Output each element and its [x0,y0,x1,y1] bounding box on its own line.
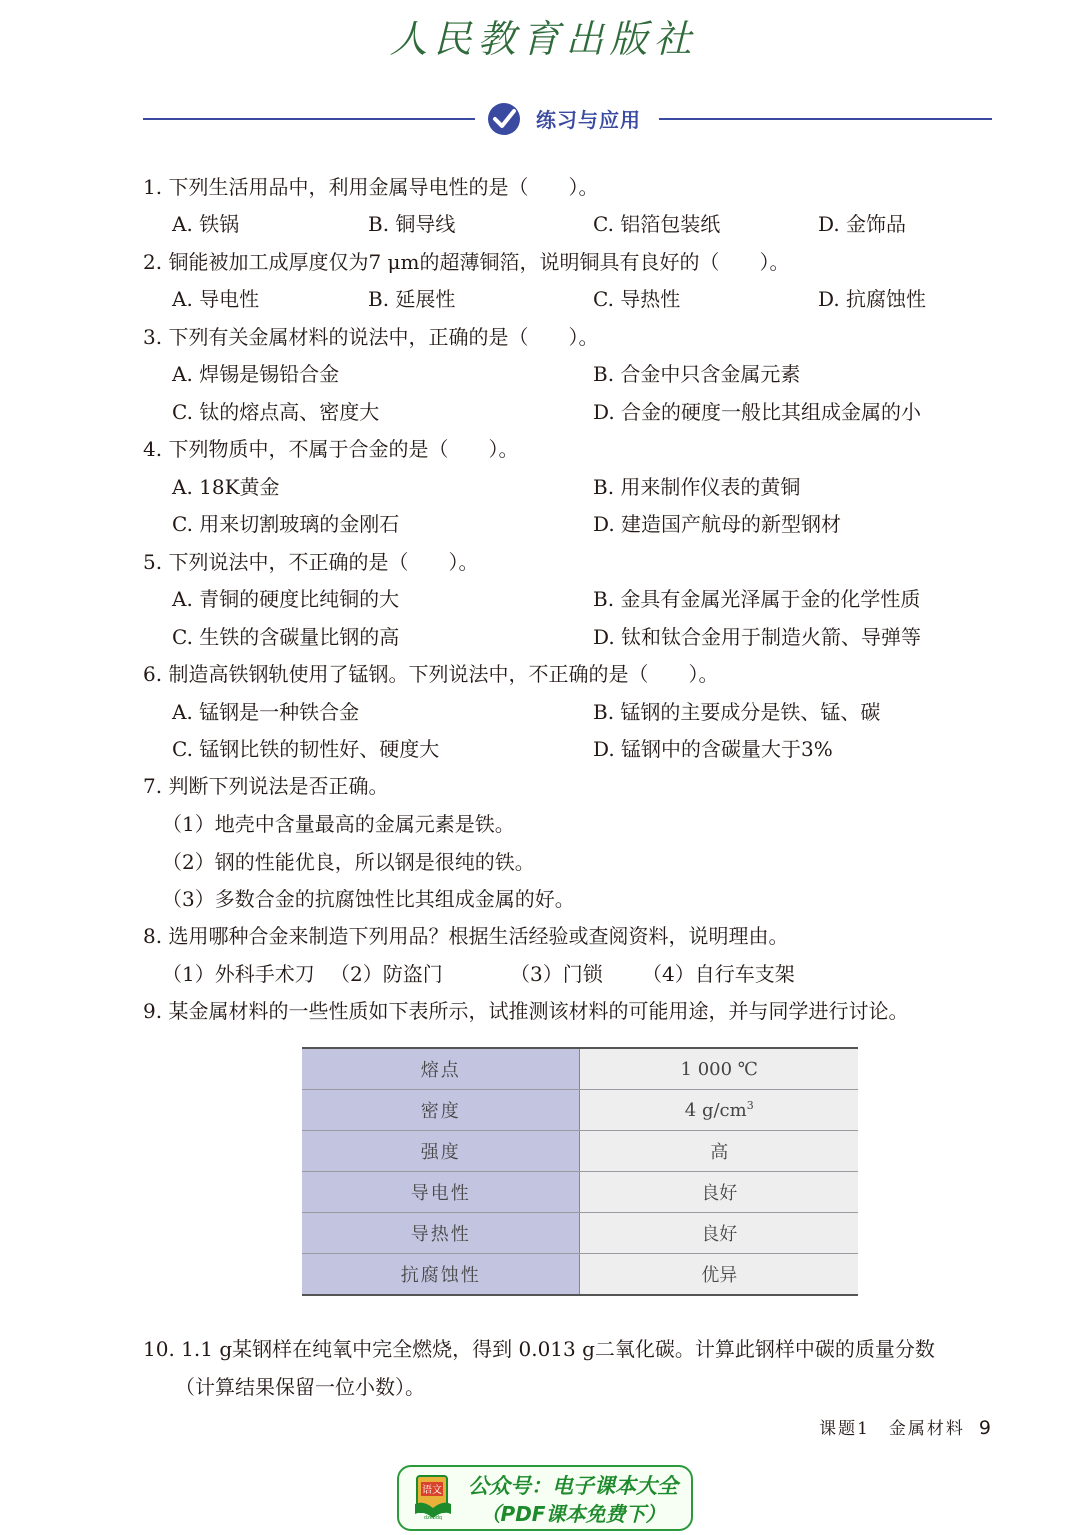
q8-sub-2: （2）防盗门 [330,962,443,986]
property-value: 良好 [580,1213,858,1254]
q5-option-b: B. 金具有金属光泽属于金的化学性质 [593,587,921,611]
property-value: 高 [580,1131,858,1172]
q4-option-a: A. 18K黄金 [172,475,280,499]
q3-option-b: B. 合金中只含金属元素 [593,362,801,386]
property-name: 强度 [302,1131,580,1172]
q6-option-d: D. 锰钢中的含碳量大于3% [593,737,833,761]
question-9: 9. 某金属材料的一些性质如下表所示，试推测该材料的可能用途，并与同学进行讨论。 [143,999,909,1023]
q1-option-d: D. 金饰品 [818,212,907,236]
q8-sub-1: （1）外科手术刀 [162,962,315,986]
property-name: 熔点 [302,1048,580,1090]
q3-option-c: C. 钛的熔点高、密度大 [172,400,380,424]
property-value: 1 000 ℃ [580,1048,858,1090]
q8-sub-3: （3）门锁 [510,962,603,986]
page-number: 9 [978,1417,991,1439]
book-icon [413,1474,453,1520]
question-10: 10. 1.1 g某钢样在纯氧中完全燃烧，得到 0.013 g二氧化碳。计算此钢样中碳的质量分数 [143,1337,935,1361]
q2-option-a: A. 导电性 [172,287,260,311]
question-6: 6. 制造高铁钢轨使用了锰钢。下列说法中，不正确的是（ ）。 [143,662,719,686]
header-rule-right [659,118,992,120]
question-3: 3. 下列有关金属材料的说法中，正确的是（ ）。 [143,325,599,349]
question-4: 4. 下列物质中，不属于合金的是（ ）。 [143,437,519,461]
property-name: 密度 [302,1090,580,1131]
q8-sub-4: （4）自行车支架 [642,962,795,986]
lesson-title: 课题1 金属材料 [819,1419,965,1439]
q6-option-b: B. 锰钢的主要成分是铁、锰、碳 [593,700,881,724]
header-rule-left [143,118,475,120]
q5-option-c: C. 生铁的含碳量比钢的高 [172,625,400,649]
property-name: 抗腐蚀性 [302,1254,580,1296]
table-row [302,1254,858,1296]
table-row [302,1172,858,1213]
book-icon-label: 语文 [422,1485,442,1496]
book-icon-sublabel: dzkbdq [423,1515,443,1520]
property-value: 优异 [580,1254,858,1296]
question-10-cont: （计算结果保留一位小数）。 [175,1375,425,1399]
table-row [302,1213,858,1254]
q3-option-a: A. 焊锡是锡铅合金 [172,362,340,386]
q7-sub-3: （3）多数合金的抗腐蚀性比其组成金属的好。 [162,887,575,911]
property-value: 良好 [580,1172,858,1213]
banner-line-1: 公众号：电子课本大全 [468,1474,678,1498]
density-value: 4 g/cm [684,1100,747,1121]
q5-option-a: A. 青铜的硬度比纯铜的大 [172,587,400,611]
wechat-banner[interactable] [397,1465,693,1531]
q2-option-c: C. 导热性 [593,287,681,311]
table-row [302,1131,858,1172]
page-footer [819,1414,991,1439]
banner-line-2: （PDF课本免费下） [480,1502,666,1526]
table-row [302,1048,858,1090]
property-name: 导热性 [302,1213,580,1254]
publisher-logo: 人民教育出版社 [389,17,698,61]
q5-option-d: D. 钛和钛合金用于制造火箭、导弹等 [593,625,922,649]
q1-option-b: B. 铜导线 [368,212,456,236]
q1-option-a: A. 铁锅 [172,212,240,236]
question-5: 5. 下列说法中，不正确的是（ ）。 [143,550,479,574]
q2-option-b: B. 延展性 [368,287,456,311]
section-header [143,98,992,140]
question-2: 2. 铜能被加工成厚度仅为7 μm的超薄铜箔，说明铜具有良好的（ ）。 [143,250,790,274]
question-1: 1. 下列生活用品中，利用金属导电性的是（ ）。 [143,175,599,199]
density-exponent: 3 [746,1099,754,1112]
q2-option-d: D. 抗腐蚀性 [818,287,927,311]
q6-option-a: A. 锰钢是一种铁合金 [172,700,360,724]
checkmark-badge-icon [487,102,521,136]
q1-option-c: C. 铝箔包装纸 [593,212,721,236]
q4-option-c: C. 用来切割玻璃的金刚石 [172,512,400,536]
question-7: 7. 判断下列说法是否正确。 [143,774,389,798]
q3-option-d: D. 合金的硬度一般比其组成金属的小 [593,400,922,424]
q6-option-c: C. 锰钢比铁的韧性好、硬度大 [172,737,440,761]
q4-option-d: D. 建造国产航母的新型钢材 [593,512,842,536]
question-8: 8. 选用哪种合金来制造下列用品？根据生活经验或查阅资料，说明理由。 [143,924,789,948]
properties-table [302,1047,858,1296]
table-row [302,1090,858,1131]
q7-sub-2: （2）钢的性能优良，所以钢是很纯的铁。 [162,850,535,874]
q7-sub-1: （1）地壳中含量最高的金属元素是铁。 [162,812,515,836]
property-name: 导电性 [302,1172,580,1213]
property-value [580,1090,858,1131]
section-title: 练习与应用 [536,108,641,132]
q4-option-b: B. 用来制作仪表的黄铜 [593,475,801,499]
